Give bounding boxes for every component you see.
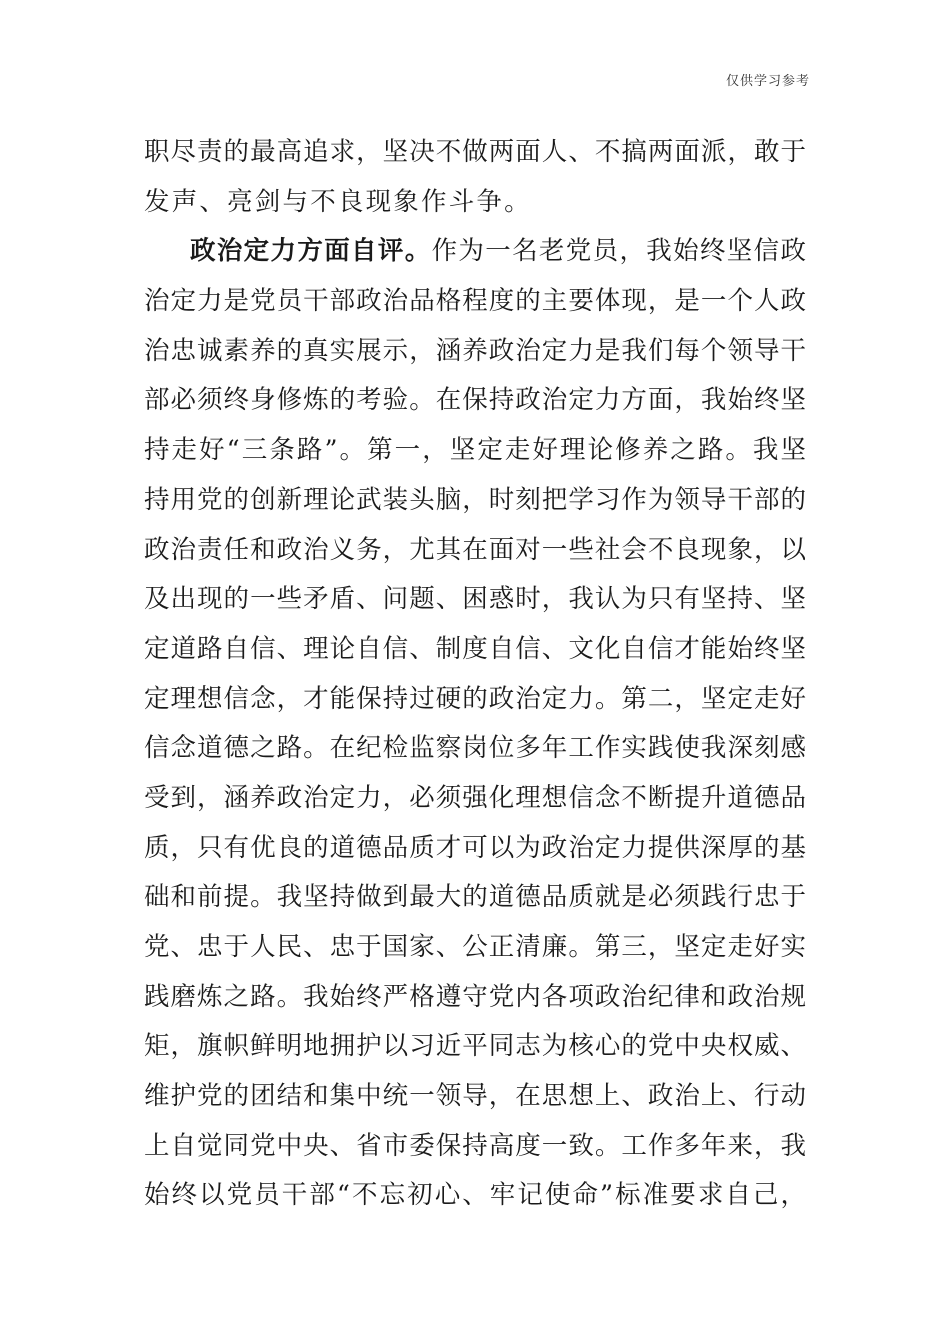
- paragraph-first-line: [144, 227, 806, 277]
- text-line: 党、忠于人民、忠于国家、公正清廉。第三，坚定走好实: [144, 932, 806, 962]
- text-line: 持用党的创新理论武装头脑，时刻把学习作为领导干部的: [144, 484, 806, 515]
- text-line: 矩，旗帜鲜明地拥护以习近平同志为核心的党中央权威、: [144, 1031, 806, 1062]
- text-line: 政治责任和政治义务，尤其在面对一些社会不良现象，以: [144, 534, 806, 565]
- text-line: 质，只有优良的道德品质才可以为政治定力提供深厚的基: [144, 832, 806, 863]
- document-body: [144, 128, 806, 1221]
- text-line: 及出现的一些矛盾、问题、困惑时，我认为只有坚持、坚: [144, 584, 806, 615]
- text-line: 上自觉同党中央、省市委保持高度一致。工作多年来，我: [144, 1130, 806, 1161]
- text-line: 始终以党员干部“不忘初心、牢记使命”标准要求自己，: [144, 1180, 806, 1211]
- text-line: 信念道德之路。在纪检监察岗位多年工作实践使我深刻感: [144, 733, 806, 764]
- text-line: 持走好“三条路”。第一，坚定走好理论修养之路。我坚: [144, 435, 806, 466]
- text-line: 治忠诚素养的真实展示，涵养政治定力是我们每个领导干: [144, 335, 806, 366]
- text-line: 维护党的团结和集中统一领导，在思想上、政治上、行动: [144, 1081, 806, 1112]
- header-note: 仅供学习参考: [725, 74, 810, 89]
- text-line: 受到，涵养政治定力，必须强化理想信念不断提升道德品: [144, 782, 806, 813]
- text-line: 职尽责的最高追求，坚决不做两面人、不搞两面派，敢于: [144, 137, 806, 167]
- text-line: 定理想信念，才能保持过硬的政治定力。第二，坚定走好: [144, 683, 806, 714]
- section-heading: 政治定力方面自评。: [190, 236, 432, 267]
- text-line: 发声、亮剑与不良现象作斗争。: [144, 186, 532, 217]
- text-span: 作为一名老党员，我始终坚信政: [431, 236, 806, 267]
- text-line: 践磨炼之路。我始终严格遵守党内各项政治纪律和政治规: [144, 981, 806, 1012]
- text-line: 定道路自信、理论自信、制度自信、文化自信才能始终坚: [144, 633, 806, 664]
- text-line: 治定力是党员干部政治品格程度的主要体现，是一个人政: [144, 286, 806, 317]
- text-line: 部必须终身修炼的考验。在保持政治定力方面，我始终坚: [144, 385, 806, 416]
- text-line: 础和前提。我坚持做到最大的道德品质就是必须践行忠于: [144, 882, 806, 913]
